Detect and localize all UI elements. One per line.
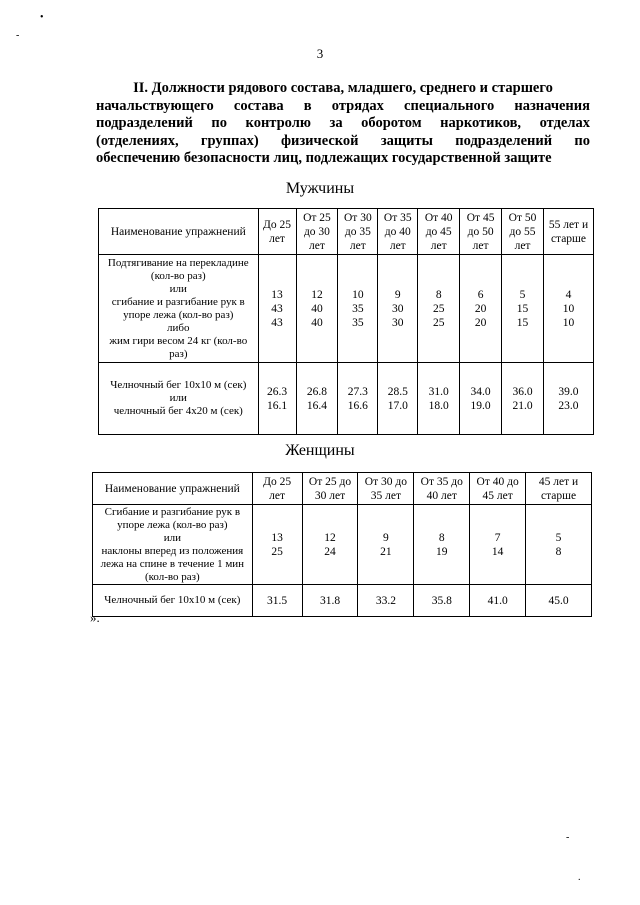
exercise-name-cell: [99, 363, 259, 435]
norm-value: 10: [562, 316, 575, 329]
norm-value: 23.0: [558, 399, 579, 412]
column-header-age: 55 лет и старше: [543, 209, 593, 255]
value-cell: [338, 255, 378, 363]
norm-value: 6: [477, 288, 484, 301]
exercise-name: челночный бег 4x20 м (сек): [113, 405, 243, 417]
norm-value: 10: [352, 288, 364, 301]
value-cell: [418, 363, 460, 435]
norm-value: 31.5: [252, 585, 302, 617]
exercise-connector: либо: [167, 321, 190, 334]
norm-value: 25: [432, 316, 445, 329]
value-cell: [338, 363, 378, 435]
heading-line: II. Должности рядового состава, младшего, среднего и старшего: [133, 80, 553, 96]
women-norms-table: [92, 472, 592, 617]
norm-value: 13: [271, 531, 283, 544]
norm-value: 18.0: [428, 399, 449, 412]
value-cell: [378, 255, 418, 363]
exercise-name: Сгибание и разгибание рук в упоре лежа (кол-во раз): [104, 505, 241, 531]
exercise-connector: или: [169, 282, 187, 295]
norm-value: 35: [352, 302, 364, 315]
column-header-exercise: Наименование упражнений: [93, 473, 253, 505]
value-cell: [460, 255, 502, 363]
table-row: [99, 255, 594, 363]
scan-dot-mark: •: [40, 12, 44, 23]
heading-line: (отделениях, группах) физической защиты подразделений по: [96, 132, 590, 149]
norm-value: 19.0: [470, 399, 491, 412]
norm-value: 40: [311, 302, 323, 315]
exercise-name-cell: [99, 255, 259, 363]
column-header-age: От 25 до 30 лет: [296, 209, 338, 255]
value-cell: [502, 363, 544, 435]
value-cell: [543, 363, 593, 435]
value-cell: [252, 505, 302, 585]
value-cell: [470, 505, 526, 585]
scan-dash-mark: -: [566, 832, 570, 843]
value-cell: [358, 505, 414, 585]
value-cell: [296, 363, 338, 435]
scan-dot-mark: .: [578, 872, 581, 883]
norm-value: 25: [271, 545, 283, 558]
norm-value: 16.4: [306, 399, 328, 412]
norm-value: 35: [352, 316, 364, 329]
norm-value: 24: [324, 545, 336, 558]
value-cell: [296, 255, 338, 363]
exercise-connector: или: [163, 531, 181, 544]
norm-value: 31.8: [302, 585, 358, 617]
heading-line: подразделений по контролю за оборотом наркотиков, отделах: [96, 115, 590, 131]
column-header-age: От 40 до 45 лет: [418, 209, 460, 255]
norm-value: 15: [516, 316, 529, 329]
men-title: Мужчины: [285, 180, 355, 197]
norm-value: 13: [271, 288, 283, 301]
norm-value: 4: [565, 288, 572, 301]
norm-value: 16.6: [347, 399, 368, 412]
value-cell: [302, 505, 358, 585]
norm-value: 16.1: [266, 399, 288, 412]
closing-quote: ».: [90, 610, 100, 625]
norm-value: 31.0: [428, 385, 449, 398]
norm-value: 41.0: [470, 585, 526, 617]
column-header-age: До 25 лет: [252, 473, 302, 505]
column-header-age: До 25 лет: [258, 209, 296, 255]
value-cell: [378, 363, 418, 435]
heading-line: начальствующего состава в отрядах специального назначения: [96, 97, 590, 114]
exercise-name: жим гири весом 24 кг (кол-во раз): [109, 334, 248, 360]
value-cell: [502, 255, 544, 363]
heading-line: обеспечению безопасности лиц, подлежащих государственной защите: [96, 150, 552, 166]
norm-value: 10: [562, 302, 575, 315]
page-number: 3: [316, 46, 324, 61]
table-row: [93, 585, 592, 617]
norm-value: 9: [383, 531, 389, 544]
norm-value: 9: [394, 288, 401, 301]
norm-value: 8: [438, 531, 445, 544]
column-header-age: От 30 до 35 лет: [338, 209, 378, 255]
norm-value: 43: [271, 302, 283, 315]
norm-value: 21.0: [512, 399, 533, 412]
norm-value: 15: [516, 302, 529, 315]
column-header-age: От 25 до 30 лет: [302, 473, 358, 505]
norm-value: 25: [432, 302, 445, 315]
norm-value: 30: [392, 302, 404, 315]
exercise-name: наклоны вперед из положения лежа на спине в течение 1 мин (кол-во раз): [100, 544, 245, 583]
norm-value: 12: [324, 531, 336, 544]
norm-value: 34.0: [470, 385, 491, 398]
norm-value: 36.0: [512, 385, 533, 398]
value-cell: [258, 255, 296, 363]
exercise-name: Челночный бег 10x10 м (сек): [110, 379, 247, 391]
norm-value: 21: [380, 545, 392, 558]
norm-value: 26.8: [306, 385, 328, 398]
norm-value: 5: [519, 288, 526, 301]
norm-value: 20: [474, 302, 487, 315]
column-header-age: 45 лет и старше: [526, 473, 592, 505]
column-header-exercise: Наименование упражнений: [99, 209, 259, 255]
exercise-name-cell: [93, 505, 253, 585]
norm-value: 33.2: [358, 585, 414, 617]
norm-value: 20: [474, 316, 487, 329]
women-title: Женщины: [285, 442, 355, 459]
table-row: [93, 505, 592, 585]
norm-value: 40: [311, 316, 323, 329]
exercise-connector: или: [169, 392, 187, 404]
norm-value: 39.0: [558, 385, 579, 398]
value-cell: [418, 255, 460, 363]
norm-value: 45.0: [526, 585, 592, 617]
norm-value: 8: [555, 545, 562, 558]
scan-dash-mark: -: [16, 30, 20, 41]
value-cell: [414, 505, 470, 585]
column-header-age: От 45 до 50 лет: [460, 209, 502, 255]
value-cell: [543, 255, 593, 363]
column-header-age: От 35 до 40 лет: [378, 209, 418, 255]
men-norms-table: [98, 208, 594, 435]
norm-value: 19: [436, 545, 448, 558]
column-header-age: От 30 до 35 лет: [358, 473, 414, 505]
value-cell: [526, 505, 592, 585]
norm-value: 43: [271, 316, 283, 329]
norm-value: 27.3: [347, 385, 368, 398]
norm-value: 28.5: [387, 385, 408, 398]
norm-value: 8: [435, 288, 442, 301]
table-row: [99, 363, 594, 435]
norm-value: 14: [491, 545, 504, 558]
exercise-name-cell: [93, 585, 253, 617]
section-heading: [96, 80, 590, 168]
norm-value: 35.8: [414, 585, 470, 617]
norm-value: 12: [311, 288, 323, 301]
norm-value: 17.0: [387, 399, 408, 412]
norm-value: 26.3: [266, 385, 288, 398]
exercise-name: сгибание и разгибание рук в упоре лежа (кол-во раз): [111, 295, 245, 321]
exercise-name: Челночный бег 10x10 м (сек): [104, 594, 241, 606]
norm-value: 7: [494, 531, 501, 544]
value-cell: [460, 363, 502, 435]
table-header-row: [99, 209, 594, 255]
norm-value: 30: [392, 316, 404, 329]
column-header-age: От 40 до 45 лет: [470, 473, 526, 505]
column-header-age: От 35 до 40 лет: [414, 473, 470, 505]
value-cell: [258, 363, 296, 435]
norm-value: 5: [555, 531, 562, 544]
column-header-age: От 50 до 55 лет: [502, 209, 544, 255]
table-header-row: [93, 473, 592, 505]
exercise-name: Подтягивание на перекладине (кол-во раз): [107, 256, 249, 282]
